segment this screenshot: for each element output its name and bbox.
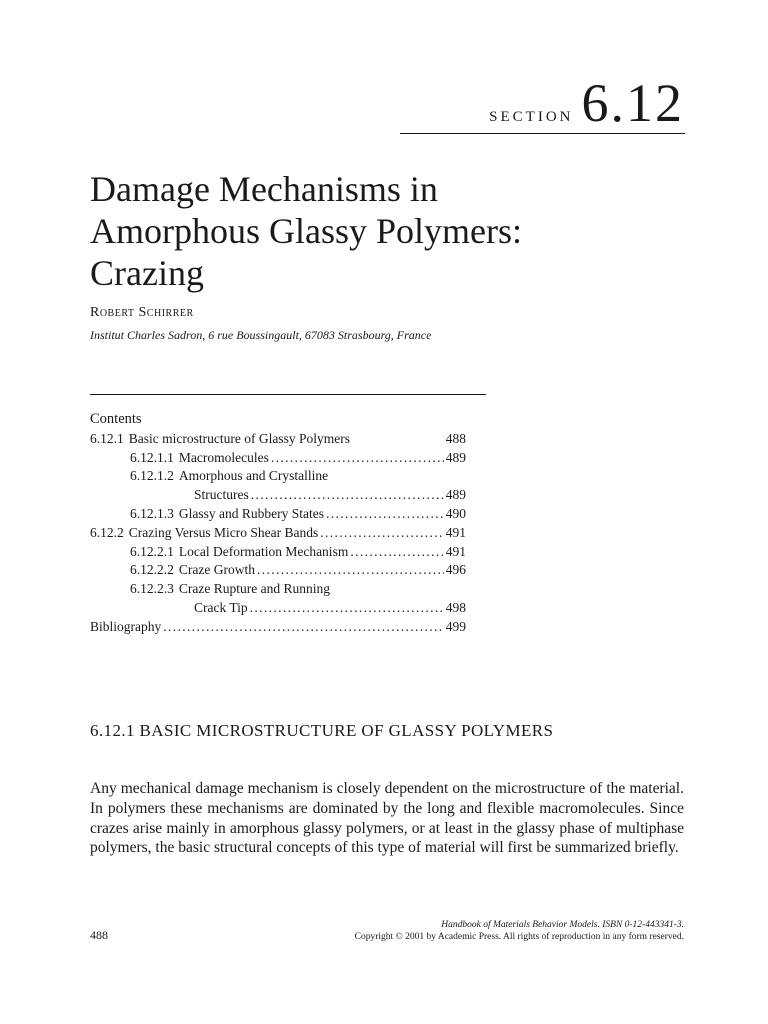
- toc-entry-title: Crazing Versus Micro Shear Bands: [128, 524, 319, 540]
- footer-book-info: Handbook of Materials Behavior Models. ISBN 0-12-443341-3.: [441, 920, 684, 930]
- toc-leader-dots: [257, 561, 444, 580]
- toc-entry[interactable]: [90, 467, 466, 486]
- toc-entry-title: Bibliography: [90, 618, 162, 634]
- toc-entry-title: Amorphous and Crystalline: [178, 468, 329, 484]
- toc-entry-title: Macromolecules: [178, 449, 269, 465]
- toc-entry-number: 6.12.1.1: [130, 449, 174, 465]
- toc-entry-number: 6.12.2.3: [130, 581, 174, 597]
- toc-leader-dots: [163, 618, 444, 637]
- section-number: 6.12: [581, 73, 684, 133]
- footer-copyright: Copyright © 2001 by Academic Press. All rights of reproduction in any form reserved.: [354, 932, 684, 942]
- toc-entry-continuation[interactable]: [90, 599, 466, 618]
- toc-entry-page: 499: [445, 618, 466, 634]
- chapter-title: Damage Mechanisms in Amorphous Glassy Polymers: Crazing: [90, 169, 522, 293]
- toc-entry-number: 6.12.2.1: [130, 543, 174, 559]
- section-label: [489, 73, 684, 133]
- toc-entry[interactable]: [90, 449, 466, 468]
- toc-entry-page: 496: [445, 562, 466, 578]
- toc-entry-title: Craze Rupture and Running: [178, 581, 330, 597]
- toc-entry[interactable]: [90, 543, 466, 562]
- toc-entry[interactable]: [90, 618, 466, 637]
- table-of-contents: [90, 410, 466, 637]
- toc-entry-continuation[interactable]: [90, 486, 466, 505]
- toc-leader-dots: [250, 599, 444, 618]
- toc-entry-page: 490: [445, 505, 466, 521]
- toc-entry-page: 498: [445, 599, 466, 615]
- toc-entry-title: Structures: [194, 487, 249, 503]
- toc-entry-page: 489: [445, 449, 466, 465]
- toc-entry-page: 488: [445, 430, 466, 446]
- contents-heading: Contents: [90, 411, 142, 427]
- toc-leader-dots: [251, 486, 444, 505]
- toc-entry-number: 6.12.1.3: [130, 505, 174, 521]
- body-paragraph: Any mechanical damage mechanism is closely dependent on the microstructure of the material. In polymers these mechanisms are dominated by the long and flexible macromolecules. Since crazes arise mainly in amorphous glassy polymers, or at least in the glassy phase of multiphase polymers, the basic structural concepts of this type of material will first be summarized briefly.: [90, 780, 684, 857]
- author-name: Robert Schirrer: [90, 305, 194, 320]
- footer-credits: [355, 919, 684, 943]
- toc-entry-title: Glassy and Rubbery States: [178, 505, 324, 521]
- author-affiliation: Institut Charles Sadron, 6 rue Boussingault, 67083 Strasbourg, France: [90, 328, 432, 342]
- toc-entry[interactable]: [90, 430, 466, 449]
- toc-entry-page: 491: [445, 524, 466, 540]
- toc-entry-page: 489: [445, 487, 466, 503]
- toc-entry-number: 6.12.2: [90, 524, 124, 540]
- toc-entry-page: 491: [445, 543, 466, 559]
- toc-leader-dots: [326, 505, 444, 524]
- page-number: 488: [90, 928, 108, 942]
- section-heading: 6.12.1 BASIC MICROSTRUCTURE OF GLASSY POLYMERS: [90, 721, 554, 740]
- toc-entry[interactable]: [90, 561, 466, 580]
- toc-entry-title: Basic microstructure of Glassy Polymers: [128, 430, 350, 446]
- contents-divider: [90, 394, 486, 395]
- toc-leader-dots: [350, 543, 443, 562]
- toc-entry[interactable]: [90, 580, 466, 599]
- toc-entry-title: Crack Tip: [194, 599, 248, 615]
- section-word: SECTION: [489, 109, 574, 125]
- toc-leader-dots: [271, 449, 444, 468]
- toc-entry-number: 6.12.1: [90, 430, 124, 446]
- toc-entry-title: Local Deformation Mechanism: [178, 543, 349, 559]
- toc-entry[interactable]: [90, 505, 466, 524]
- toc-leader-dots: [320, 524, 444, 543]
- toc-entry-number: 6.12.1.2: [130, 468, 174, 484]
- toc-entry-number: 6.12.2.2: [130, 562, 174, 578]
- section-rule: [400, 133, 685, 134]
- toc-entry[interactable]: [90, 524, 466, 543]
- toc-entry-title: Craze Growth: [178, 562, 255, 578]
